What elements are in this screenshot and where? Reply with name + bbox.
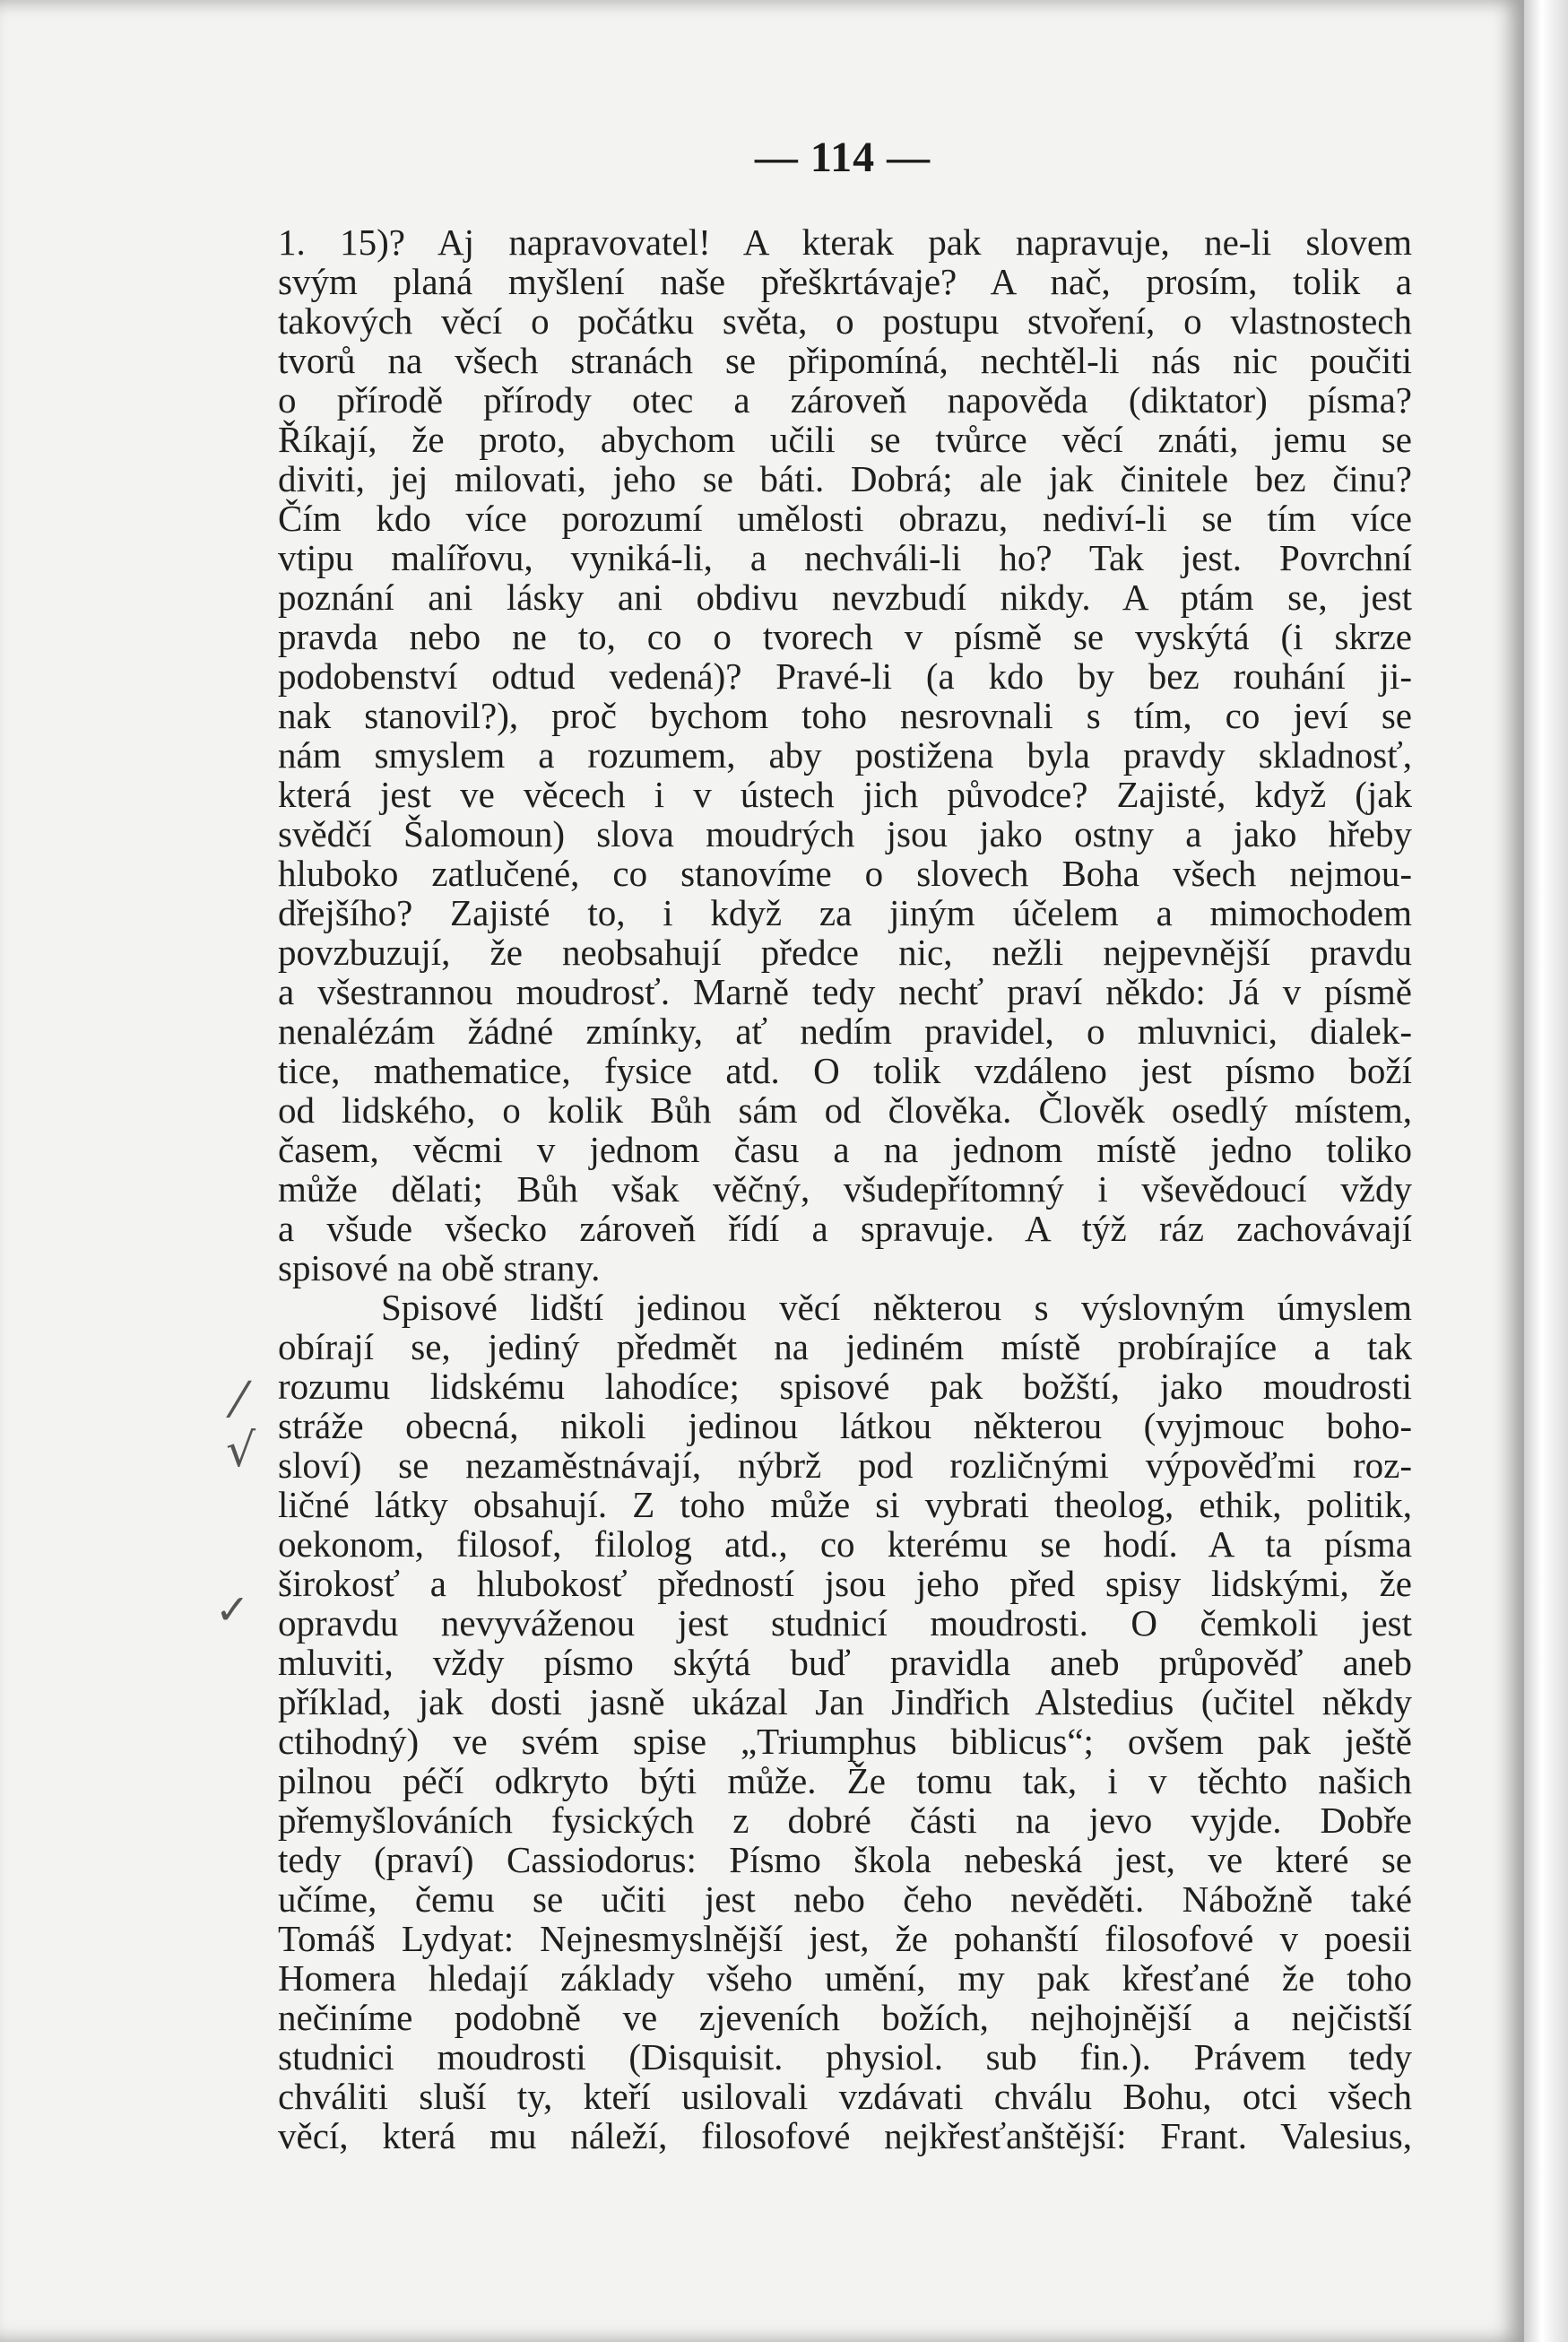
text-line: která jest ve věcech i v ústech jich původce? Zajisté, když (jak xyxy=(278,774,1412,815)
text-line: poznání ani lásky ani obdivu nevzbudí nikdy. A ptám se, jest xyxy=(278,577,1412,618)
text-line: nám smyslem a rozumem, aby postižena byla pravdy skladnosť, xyxy=(278,734,1412,776)
text-line: takových věcí o počátku světa, o postupu stvoření, o vlastnostech xyxy=(278,300,1412,342)
text-line: může dělati; Bůh však věčný, všudepřítomný i vševědoucí vždy xyxy=(278,1168,1412,1210)
text-line: podobenství odtud vedená)? Pravé-li (a kdo by bez rouhání ji- xyxy=(278,655,1412,697)
text-line: mluviti, vždy písmo skýtá buď pravidla aneb průpověď aneb xyxy=(278,1642,1412,1683)
text-line: svým planá myšlení naše přeškrtávaje? A nač, prosím, tolik a xyxy=(278,261,1412,302)
text-line: časem, věcmi v jednom času a na jednom místě jedno toliko xyxy=(278,1129,1412,1170)
text-line: tedy (praví) Cassiodorus: Písmo škola nebeská jest, ve které se xyxy=(278,1839,1412,1880)
adjacent-page-edge xyxy=(1524,0,1568,2342)
text-line: učíme, čemu se učiti jest nebo čeho nevěděti. Nábožně také xyxy=(278,1878,1412,1920)
text-line: Spisové lidští jedinou věcí některou s výslovným úmyslem xyxy=(381,1287,1412,1328)
text-line: příklad, jak dosti jasně ukázal Jan Jindřich Alstedius (učitel někdy xyxy=(278,1681,1412,1722)
text-line: dřejšího? Zajisté to, i když za jiným účelem a mimochodem xyxy=(278,892,1412,933)
text-line: Říkají, že proto, abychom učili se tvůrce věcí znáti, jemu se xyxy=(278,419,1412,460)
text-line: studnici moudrosti (Disquisit. physiol. sub fin.). Právem tedy xyxy=(278,2036,1412,2077)
paragraph-2 xyxy=(278,1288,1412,2156)
text-line: tice, mathematice, fysice atd. O tolik vzdáleno jest písmo boží xyxy=(278,1050,1412,1091)
text-line: opravdu nevyváženou jest studnicí moudrosti. O čemkoli jest xyxy=(278,1602,1412,1644)
page-number: — 114 — xyxy=(754,134,931,181)
text-line: ličné látky obsahují. Z toho může si vybrati theolog, ethik, politik, xyxy=(278,1484,1412,1525)
text-line: tvorů na všech stranách se připomíná, nechtěl-li nás nic poučiti xyxy=(278,340,1412,381)
text-line: pravda nebo ne to, co o tvorech v písmě se vyskýtá (i skrze xyxy=(278,616,1412,657)
text-line: a všestrannou moudrosť. Marně tedy nechť praví někdo: Já v písmě xyxy=(278,971,1412,1012)
text-line: spisové na obě strany. xyxy=(278,1247,601,1288)
text-line: diviti, jej milovati, jeho se báti. Dobrá; ale jak činitele bez činu? xyxy=(278,458,1412,499)
text-line: věcí, která mu náleží, filosofové nejkřesťanštější: Frant. Valesius, xyxy=(278,2115,1412,2156)
text-line: svědčí Šalomoun) slova moudrých jsou jako ostny a jako hřeby xyxy=(278,813,1412,854)
text-line: širokosť a hlubokosť předností jsou jeho před spisy lidskými, že xyxy=(278,1563,1412,1604)
margin-pencil-mark: √ xyxy=(226,1424,256,1478)
text-line: nenalézám žádné zmínky, ať nedím pravidel, o mluvnici, dialek- xyxy=(278,1011,1412,1052)
margin-check-mark: ✓ xyxy=(215,1585,250,1634)
text-line: Tomáš Lydyat: Nejnesmyslnější jest, že pohanští filosofové v poesii xyxy=(278,1918,1412,1959)
text-line: obírají se, jediný předmět na jediném místě probírajíce a tak xyxy=(278,1326,1412,1367)
body-text xyxy=(278,222,1412,2156)
text-line: povzbuzují, že neobsahují předce nic, nežli nejpevnější pravdu xyxy=(278,932,1412,973)
text-line: od lidského, o kolik Bůh sám od člověka. Člověk osedlý místem, xyxy=(278,1089,1412,1131)
text-line: hluboko zatlučené, co stanovíme o slovech Boha všech nejmou- xyxy=(278,853,1412,894)
text-line: a všude všecko zároveň řídí a spravuje. A týž ráz zachovávají xyxy=(278,1208,1412,1249)
text-line: Čím kdo více porozumí umělosti obrazu, nediví-li se tím více xyxy=(278,498,1412,539)
text-line: nak stanovil?), proč bychom toho nesrovnali s tím, co jeví se xyxy=(278,695,1412,736)
text-line: sloví) se nezaměstnávají, nýbrž pod rozličnými výpověďmi roz- xyxy=(278,1444,1412,1486)
text-line: Homera hledají základy všeho umění, my pak křesťané že toho xyxy=(278,1957,1412,1999)
text-line: oekonom, filosof, filolog atd., co kterému se hodí. A ta písma xyxy=(278,1523,1412,1565)
text-line: pilnou péčí odkryto býti může. Že tomu tak, i v těchto našich xyxy=(278,1760,1412,1801)
text-line: o přírodě přírody otec a zároveň napověda (diktator) písma? xyxy=(278,379,1412,421)
margin-pencil-mark: ⁄ xyxy=(235,1372,244,1428)
text-line: nečiníme podobně ve zjeveních božích, nejhojnější a nejčistší xyxy=(278,1997,1412,2038)
paragraph-1 xyxy=(278,222,1412,1288)
text-line: stráže obecná, nikoli jedinou látkou některou (vyjmouc boho- xyxy=(278,1405,1412,1446)
text-line: vtipu malířovu, vyniká-li, a nechváli-li ho? Tak jest. Povrchní xyxy=(278,537,1412,578)
text-line: přemyšlováních fysických z dobré části na jevo vyjde. Dobře xyxy=(278,1800,1412,1841)
text-line: 1. 15)? Aj napravovatel! A kterak pak napravuje, ne-li slovem xyxy=(278,221,1412,263)
text-line: ctihodný) ve svém spise „Triumphus biblicus“; ovšem pak ještě xyxy=(278,1721,1412,1762)
text-line: rozumu lidskému lahodíce; spisové pak božští, jako moudrosti xyxy=(278,1366,1412,1407)
text-line: chváliti sluší ty, kteří usilovali vzdávati chválu Bohu, otci všech xyxy=(278,2076,1412,2117)
